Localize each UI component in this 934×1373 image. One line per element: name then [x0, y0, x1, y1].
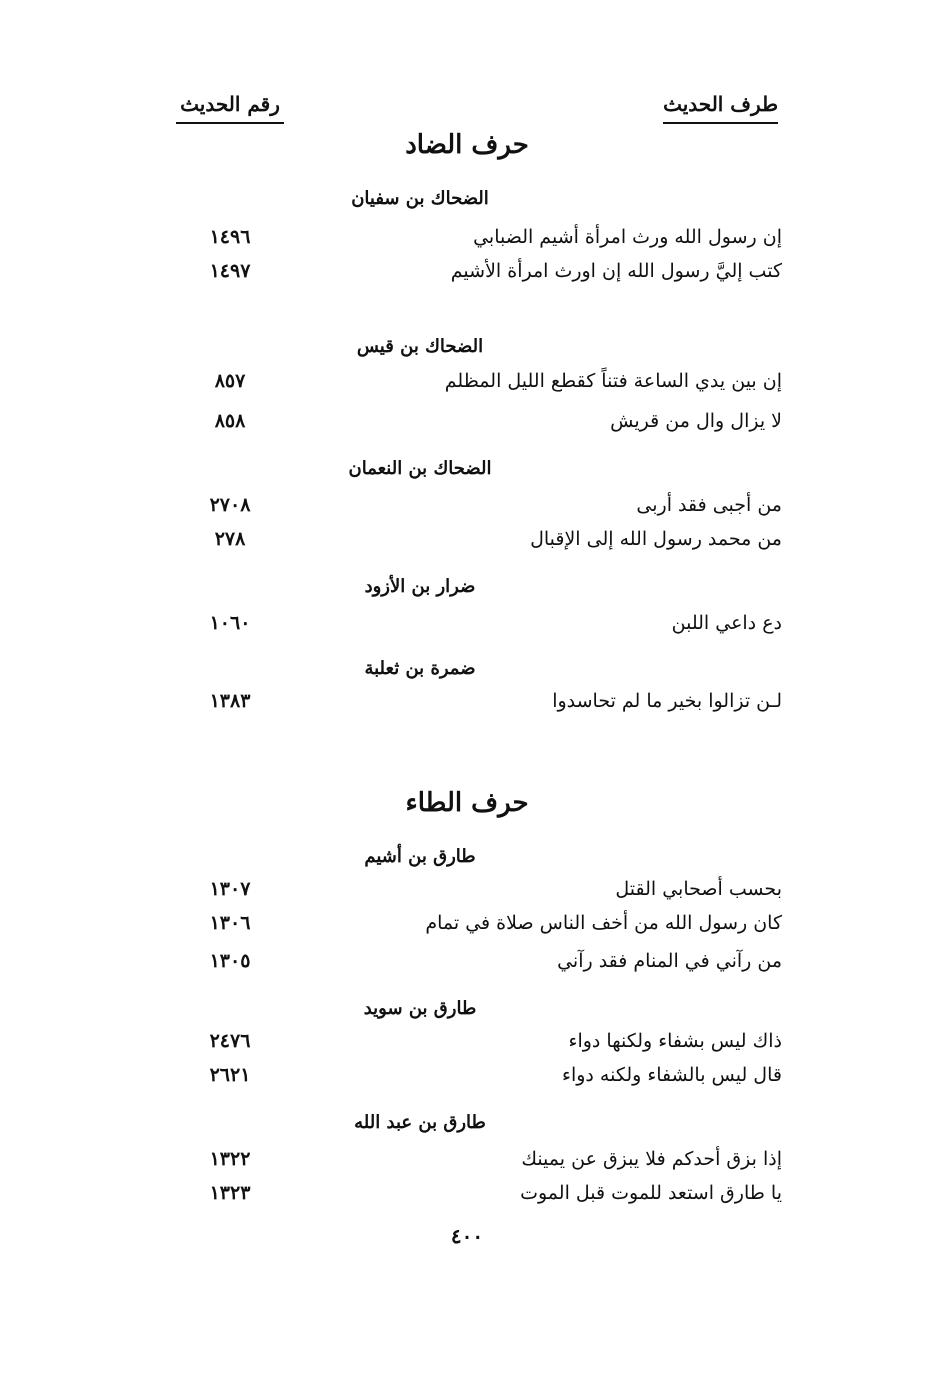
hadith-number: ٨٥٧	[214, 370, 246, 392]
hadith-text: من أجبى فقد أربى	[636, 494, 782, 516]
hadith-text: كتب إليَّ رسول الله إن اورث امرأة الأشيم	[450, 260, 782, 282]
index-row	[0, 878, 934, 910]
hadith-number: ١٣٠٧	[209, 878, 251, 900]
hadith-number: ١٣٢٢	[209, 1148, 251, 1170]
hadith-number: ٢٧٠٨	[209, 494, 251, 516]
column-header-number: رقم الحديث	[176, 92, 284, 124]
hadith-number: ١٤٩٦	[209, 226, 251, 248]
hadith-text: لا يزال وال من قريش	[610, 410, 782, 432]
hadith-number: ١٤٩٧	[209, 260, 251, 282]
index-row	[0, 494, 934, 526]
hadith-text: ذاك ليس بشفاء ولكنها دواء	[568, 1030, 782, 1052]
hadith-text: إن بين يدي الساعة فتناً كقطع الليل المظلم	[444, 370, 782, 392]
hadith-text: دع داعي اللبن	[671, 612, 782, 634]
narrator-heading: طارق بن سويد	[363, 998, 477, 1019]
index-row	[0, 528, 934, 560]
narrator-heading: ضرار بن الأزود	[364, 576, 476, 597]
index-row	[0, 370, 934, 402]
hadith-text: لـن تزالوا بخير ما لم تحاسدوا	[552, 690, 782, 712]
index-row	[0, 690, 934, 722]
index-row	[0, 1148, 934, 1180]
section-title: حرف الضاد	[405, 130, 529, 160]
index-row	[0, 410, 934, 442]
hadith-number: ٨٥٨	[214, 410, 246, 432]
hadith-text: كان رسول الله من أخف الناس صلاة في تمام	[425, 912, 782, 934]
index-row	[0, 612, 934, 644]
narrator-heading: ضمرة بن ثعلبة	[364, 658, 476, 679]
index-row	[0, 260, 934, 292]
hadith-number: ١٣٠٦	[209, 912, 251, 934]
index-row	[0, 1182, 934, 1214]
hadith-text: بحسب أصحابي القتل	[615, 878, 782, 900]
index-row	[0, 912, 934, 944]
hadith-text: يا طارق استعد للموت قبل الموت	[520, 1182, 782, 1204]
page-number: ٤٠٠	[450, 1224, 484, 1248]
index-row	[0, 226, 934, 258]
index-row	[0, 1030, 934, 1062]
hadith-text: إن رسول الله ورث امرأة أشيم الضبابي	[473, 226, 782, 248]
hadith-text: قال ليس بالشفاء ولكنه دواء	[562, 1064, 782, 1086]
section-title: حرف الطاء	[405, 788, 529, 818]
hadith-number: ١٣٢٣	[209, 1182, 251, 1204]
hadith-text: من محمد رسول الله إلى الإقبال	[530, 528, 782, 550]
hadith-number: ١٣٠٥	[209, 950, 251, 972]
index-row	[0, 950, 934, 982]
narrator-heading: الضحاك بن النعمان	[348, 458, 492, 479]
hadith-number: ٢٧٨	[214, 528, 246, 550]
hadith-number: ٢٤٧٦	[209, 1030, 251, 1052]
narrator-heading: الضحاك بن قيس	[356, 336, 484, 357]
column-header-hadith: طرف الحديث	[663, 92, 778, 124]
index-row	[0, 1064, 934, 1096]
narrator-heading: طارق بن أشيم	[364, 846, 476, 867]
hadith-text: من رآني في المنام فقد رآني	[557, 950, 782, 972]
narrator-heading: الضحاك بن سفيان	[351, 188, 489, 209]
narrator-heading: طارق بن عبد الله	[354, 1112, 486, 1133]
hadith-text: إذا بزق أحدكم فلا يبزق عن يمينك	[521, 1148, 782, 1170]
hadith-number: ١٣٨٣	[209, 690, 251, 712]
hadith-number: ١٠٦٠	[209, 612, 251, 634]
hadith-number: ٢٦٢١	[209, 1064, 251, 1086]
